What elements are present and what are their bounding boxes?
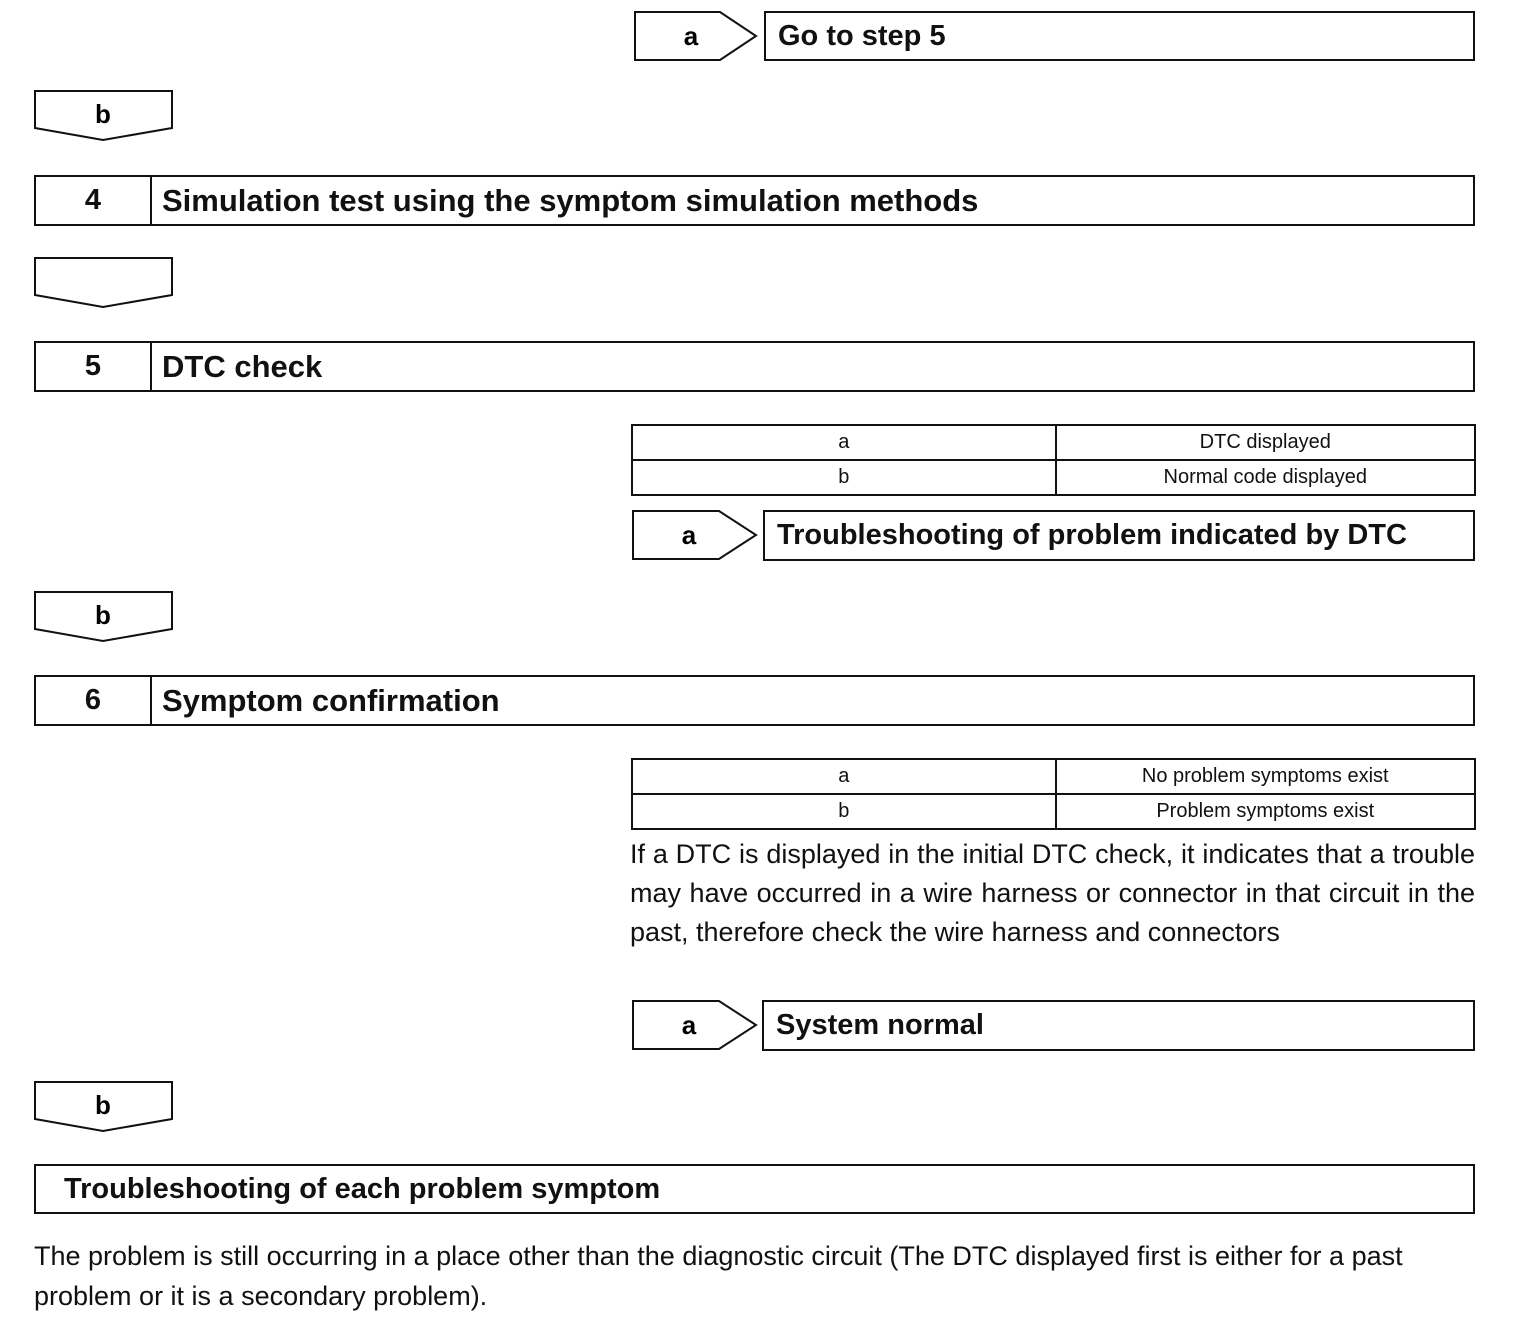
step-4-number: 4 (36, 177, 152, 224)
continue-b-label: b (95, 1090, 111, 1120)
table-row (632, 460, 1475, 495)
final-note: The problem is still occurring in a place other than the diagnostic circuit (The DTC displayed first is either for a past problem or it is a secondary problem). (34, 1241, 1403, 1311)
step-6-condition-table (631, 758, 1476, 830)
step-5-title: DTC check (162, 348, 323, 384)
dtc-troubleshooting-box (763, 510, 1475, 561)
continue-b-arrow (34, 90, 174, 142)
step-5-number: 5 (36, 343, 152, 390)
condition-value: Normal code displayed (1056, 460, 1476, 495)
continue-b-arrow (34, 591, 174, 643)
condition-value: Problem symptoms exist (1056, 794, 1476, 829)
table-row (632, 425, 1475, 460)
table-row (632, 759, 1475, 794)
system-normal-box (762, 1000, 1475, 1051)
step-5-bar (34, 341, 1475, 392)
step-6-number: 6 (36, 677, 152, 724)
branch-a-label: a (681, 1010, 697, 1040)
condition-key: b (632, 794, 1056, 829)
continue-b-label: b (95, 99, 111, 129)
condition-value: DTC displayed (1056, 425, 1476, 460)
final-troubleshooting-box (34, 1164, 1475, 1214)
condition-value: No problem symptoms exist (1056, 759, 1476, 794)
branch-a-label: a (683, 21, 699, 51)
condition-key: b (632, 460, 1056, 495)
condition-key: a (632, 425, 1056, 460)
condition-key: a (632, 759, 1056, 794)
step-6-bar (34, 675, 1475, 726)
final-troubleshooting-text: Troubleshooting of each problem symptom (64, 1172, 661, 1205)
continue-arrow (34, 257, 174, 309)
continue-b-arrow (34, 1081, 174, 1133)
step-4-bar (34, 175, 1475, 226)
branch-a-arrow (632, 1000, 758, 1051)
continue-b-label: b (95, 600, 111, 630)
go-to-step-5-text: Go to step 5 (778, 19, 946, 52)
table-row (632, 794, 1475, 829)
step-4-title: Simulation test using the symptom simulation methods (162, 182, 979, 218)
step-6-note: If a DTC is displayed in the initial DTC check, it indicates that a trouble may have occurred in a wire harness or connector in that circuit in the past, therefore check the wire harness and connectors (630, 839, 1475, 947)
step-6-title: Symptom confirmation (162, 682, 500, 718)
branch-a-label: a (681, 520, 697, 550)
dtc-troubleshooting-text: Troubleshooting of problem indicated by DTC (777, 519, 1407, 551)
go-to-step-5-box (764, 11, 1475, 61)
system-normal-text: System normal (776, 1009, 984, 1041)
step-5-condition-table (631, 424, 1476, 496)
branch-a-arrow (634, 11, 758, 61)
branch-a-arrow (632, 510, 758, 561)
